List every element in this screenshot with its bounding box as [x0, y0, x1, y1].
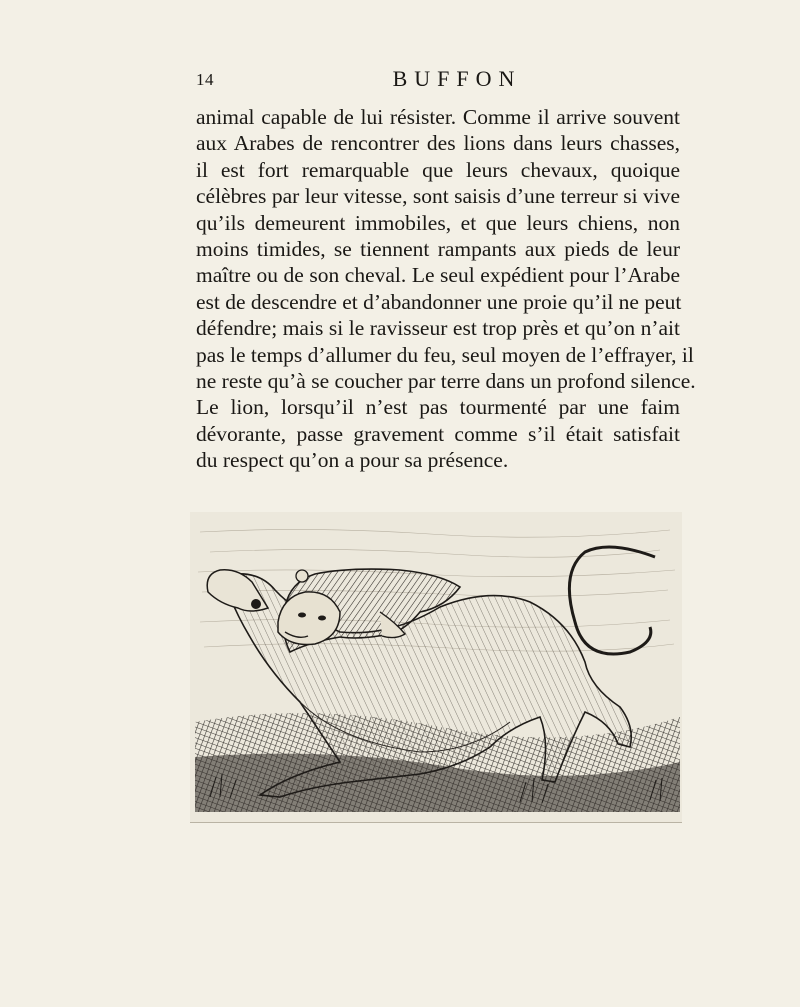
- text-line: maître ou de son cheval. Le seul expédient pour l’Arabe: [196, 263, 680, 288]
- text-line: ne reste qu’à se coucher par terre dans un profond silence.: [196, 369, 696, 394]
- engraving-image: [190, 512, 682, 822]
- text-line: pas le temps d’allumer du feu, seul moyen de l’effrayer, il: [196, 342, 694, 367]
- body-paragraph: [196, 104, 696, 474]
- text-line: qu’ils demeurent immobiles, et que leurs chiens, non: [196, 210, 680, 235]
- text-line: défendre; mais si le ravisseur est trop près et qu’on n’ait: [196, 316, 680, 341]
- running-title: BUFFON: [392, 66, 522, 91]
- page-header: [196, 66, 678, 96]
- text-line: il est fort remarquable que leurs chevaux, quoique: [196, 157, 680, 182]
- page-number: 14: [196, 70, 214, 89]
- text-line: du respect qu’on a pour sa présence.: [196, 448, 509, 473]
- text-line: dévorante, passe gravement comme s’il était satisfait: [196, 421, 680, 446]
- text-line: moins timides, se tiennent rampants aux pieds de leur: [196, 237, 680, 262]
- text-line: est de descendre et d’abandonner une proie qu’il ne peut: [196, 289, 682, 314]
- text-line: célèbres par leur vitesse, sont saisis d’une terreur si vive: [196, 184, 680, 209]
- text-line: aux Arabes de rencontrer des lions dans leurs chasses,: [196, 131, 680, 156]
- text-line: animal capable de lui résister. Comme il arrive souvent: [196, 105, 680, 129]
- text-line: Le lion, lorsqu’il n’est pas tourmenté par une faim: [196, 395, 680, 420]
- engraving-illustration: [190, 512, 682, 823]
